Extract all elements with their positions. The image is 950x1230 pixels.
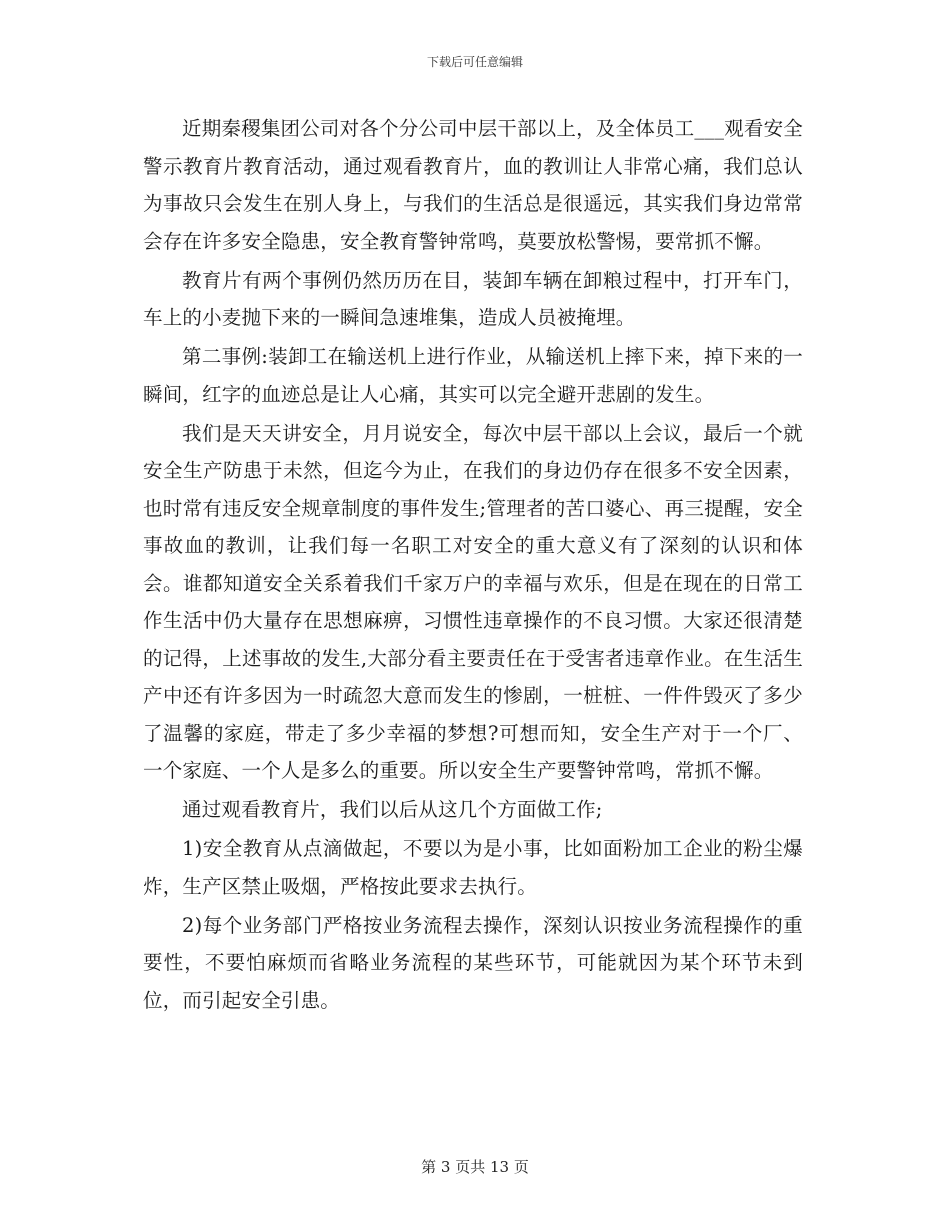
paragraph-6: 1)安全教育从点滴做起，不要以为是小事，比如面粉加工企业的粉尘爆炸，生产区禁止吸烟，严格按此要求去执行。 [143, 837, 803, 898]
page-header: 下载后可任意编辑 [426, 55, 523, 69]
document-body [143, 110, 803, 1021]
paragraph-2: 教育片有两个事例仍然历历在目，装卸车辆在卸粮过程中，打开车门，车上的小麦抛下来的一瞬间急速堆集，造成人员被掩埋。 [143, 268, 803, 329]
paragraph-1: 近期秦稷集团公司对各个分公司中层干部以上，及全体员工___观看安全警示教育片教育活动，通过观看教育片，血的教训让人非常心痛，我们总认为事故只会发生在别人身上，与我们的生活总是很遥远，其实我们身边常常会存在许多安全隐患，安全教育警钟常鸣，莫要放松警惕，要常抓不懈。 [143, 117, 803, 253]
page-number: 第 3 页共 13 页 [421, 1158, 529, 1176]
paragraph-7: 2)每个业务部门严格按业务流程去操作，深刻认识按业务流程操作的重要性，不要怕麻烦而省略业务流程的某些环节，可能就因为某个环节未到位，而引起安全引患。 [143, 913, 803, 1012]
paragraph-4: 我们是天天讲安全，月月说安全，每次中层干部以上会议，最后一个就安全生产防患于未然，但迄今为止，在我们的身边仍存在很多不安全因素，也时常有违反安全规章制度的事件发生;管理者的苦口婆心、再三提醒，安全事故血的教训，让我们每一名职工对安全的重大意义有了深刻的认识和体会。谁都知道安全关系着我们千家万户的幸福与欢乐，但是在现在的日常工作生活中仍大量存在思想麻痹，习惯性违章操作的不良习惯。大家还很清楚的记得，上述事故的发生,大部分看主要责任在于受害者违章作业。在生活生产中还有许多因为一时疏忽大意而发生的惨剧，一桩桩、一件件毁灭了多少了温馨的家庭，带走了多少幸福的梦想?可想而知，安全生产对于一个厂、一个家庭、一个人是多么的重要。所以安全生产要警钟常鸣，常抓不懈。 [143, 421, 803, 782]
paragraph-3: 第二事例:装卸工在输送机上进行作业，从输送机上摔下来，掉下来的一瞬间，红字的血迹总是让人心痛，其实可以完全避开悲剧的发生。 [143, 345, 803, 406]
paragraph-5: 通过观看教育片，我们以后从这几个方面做工作; [182, 798, 603, 821]
